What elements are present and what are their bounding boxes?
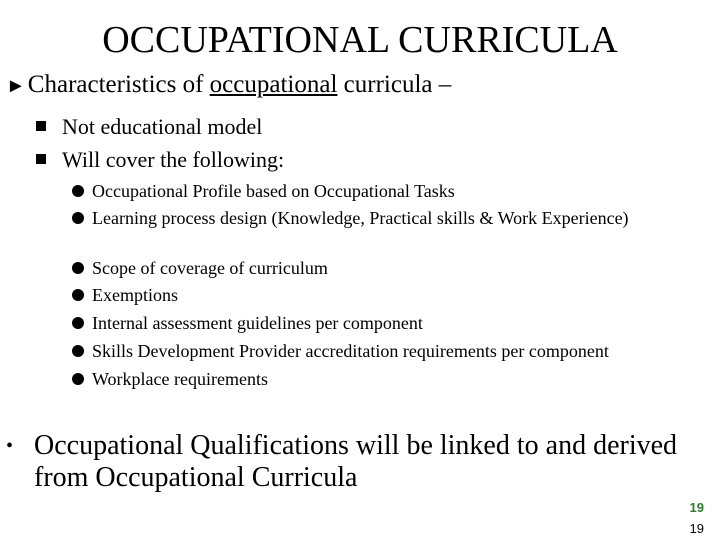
bottom-bullet-text: Occupational Qualifications will be linked to and derived from Occupational Curricula [34,430,678,493]
cover-item [72,205,712,232]
round-bullet-icon [72,262,84,274]
cover-item-text: Internal assessment guidelines per component [92,313,423,333]
slide-title: OCCUPATIONAL CURRICULA [102,19,618,61]
square-bullet-icon [36,154,46,164]
round-bullet-icon [72,185,84,197]
round-bullet-icon [72,212,84,224]
round-bullet-icon [72,289,84,301]
cover-item-text: Occupational Profile based on Occupational Tasks [92,181,455,201]
cover-item-text: Learning process design (Knowledge, Practical skills & Work Experience) [92,208,629,228]
cover-item-text: Scope of coverage of curriculum [92,258,328,278]
cover-item [72,338,712,365]
cover-item [72,178,712,205]
bottom-bullet [6,430,686,494]
round-bullet-icon [72,317,84,329]
cover-item-text: Skills Development Provider accreditation requirements per component [92,341,609,361]
round-bullet-icon [72,373,84,385]
round-bullet-icon [72,345,84,357]
triangle-bullet-icon: ► [6,75,26,97]
cover-item [72,366,712,393]
sub-item-text: Will cover the following: [62,147,285,172]
heading-underlined-word: occupational [209,71,338,98]
sub-item [36,113,262,141]
bullet-dot-icon: • [6,435,14,457]
square-bullet-icon [36,121,46,131]
sub-item [36,146,284,174]
heading-suffix: curricula – [337,71,452,98]
cover-item-text: Workplace requirements [92,369,268,389]
cover-item [72,310,712,337]
heading-bullet [6,70,451,101]
page-number-accent: 19 [689,500,704,515]
page-number: 19 [689,521,704,536]
cover-item [72,282,712,309]
heading-prefix: Characteristics of [27,71,210,98]
sub-item-text: Not educational model [62,114,263,139]
cover-item [72,255,712,282]
cover-item-text: Exemptions [92,285,178,305]
